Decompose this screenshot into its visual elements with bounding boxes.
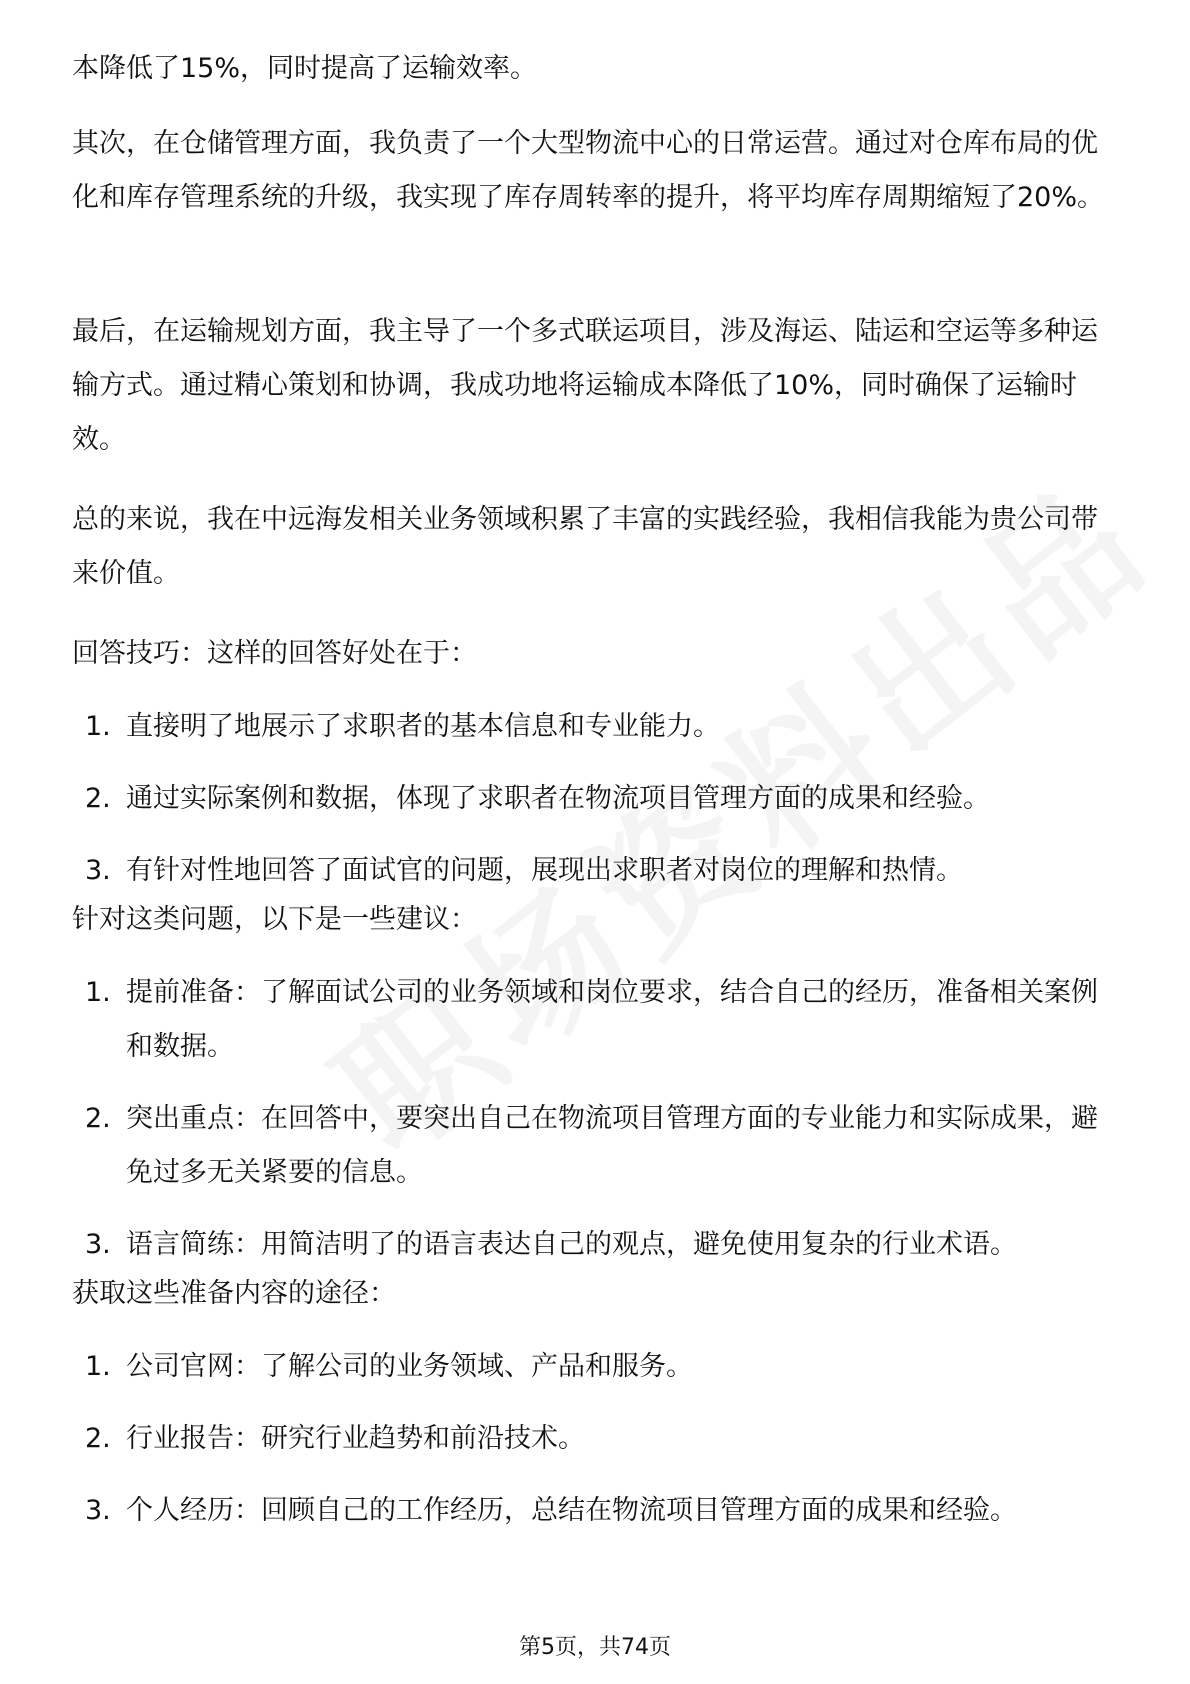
list-item: 1. 直接明了地展示了求职者的基本信息和专业能力。 — [85, 711, 720, 742]
tips-list — [72, 700, 1122, 898]
list-item: 3. 语言简练：用简洁明了的语言表达自己的观点，避免使用复杂的行业术语。 — [85, 1229, 1017, 1260]
paragraph-4: 总的来说，我在中远海发相关业务领域积累了丰富的实践经验，我相信我能为贵公司带来价值。 — [72, 504, 1098, 589]
paragraph-3: 最后，在运输规划方面，我主导了一个多式联运项目，涉及海运、陆运和空运等多种运输方式。通过精心策划和协调，我成功地将运输成本降低了10%，同时确保了运输时效。 — [72, 316, 1098, 455]
advice-heading: 针对这类问题，以下是一些建议： — [72, 904, 477, 935]
list-item: 1. 公司官网：了解公司的业务领域、产品和服务。 — [85, 1351, 693, 1382]
list-item: 3. 有针对性地回答了面试官的问题，展现出求职者对岗位的理解和热情。 — [85, 855, 963, 886]
list-item: 2. 通过实际案例和数据，体现了求职者在物流项目管理方面的成果和经验。 — [85, 783, 990, 814]
page-number: 第5页，共74页 — [519, 1635, 671, 1660]
list-item: 2. 行业报告：研究行业趋势和前沿技术。 — [85, 1423, 585, 1454]
list-item: 2. 突出重点：在回答中，要突出自己在物流项目管理方面的专业能力和实际成果，避免过多无关紧要的信息。 — [85, 1103, 1098, 1188]
tips-heading: 回答技巧：这样的回答好处在于： — [72, 638, 477, 669]
advice-list — [72, 966, 1122, 1272]
sources-heading: 获取这些准备内容的途径： — [72, 1278, 396, 1309]
list-item: 3. 个人经历：回顾自己的工作经历，总结在物流项目管理方面的成果和经验。 — [85, 1495, 1017, 1526]
paragraph-2: 其次，在仓储管理方面，我负责了一个大型物流中心的日常运营。通过对仓库布局的优化和库存管理系统的升级，我实现了库存周转率的提升，将平均库存周期缩短了20%。 — [72, 128, 1105, 213]
sources-list — [72, 1340, 1122, 1538]
paragraph-1: 本降低了15%，同时提高了运输效率。 — [72, 53, 538, 84]
list-item: 1. 提前准备：了解面试公司的业务领域和岗位要求，结合自己的经历，准备相关案例和数据。 — [85, 977, 1098, 1062]
